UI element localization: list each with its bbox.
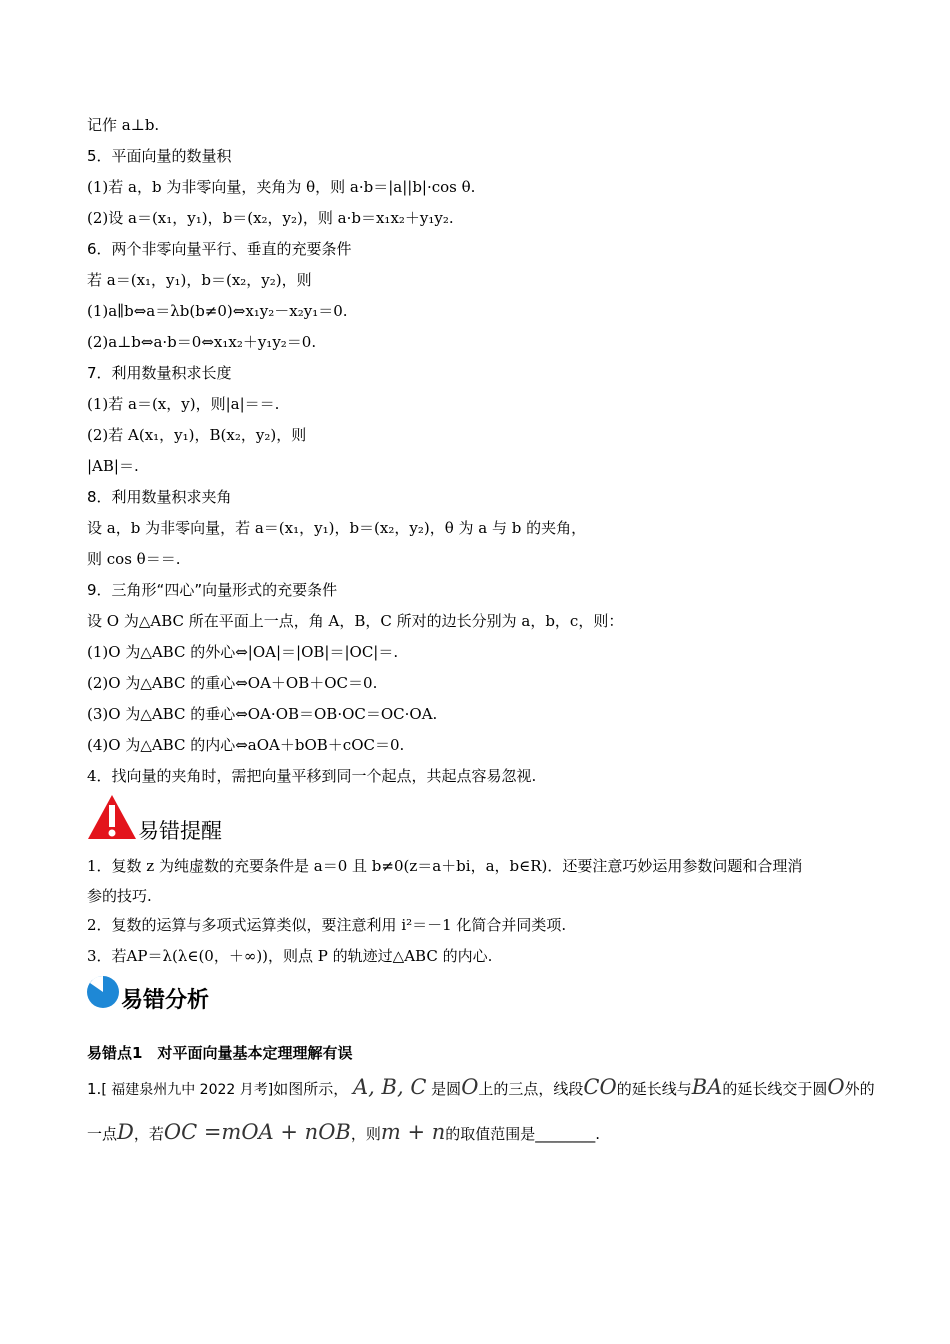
math-segment: CO (583, 1075, 617, 1099)
text-line: (2)O 为△ABC 的重心⇔OA＋OB＋OC＝0. (87, 674, 378, 692)
question-1 (87, 1066, 877, 1155)
text-line: (2)设 a＝(x₁，y₁)，b＝(x₂，y₂)，则 a·b＝x₁x₂＋y₁y₂. (87, 209, 454, 227)
warning-title: 易错提醒 (138, 819, 222, 843)
analysis-title: 易错分析 (121, 988, 210, 1013)
question-text: 上的三点，线段 (478, 1080, 584, 1098)
question-number: 1. (87, 1080, 102, 1098)
text-line: 1．复数 z 为纯虚数的充要条件是 a＝0 且 b≠0(z＝a＋bi，a，b∈R)．还要注意巧妙运用参数问题和合理消 (87, 857, 803, 875)
text-line: 则 cos θ＝＝. (87, 550, 181, 568)
math-sum: m + n (380, 1120, 446, 1144)
text-line: (1)若 a，b 为非零向量，夹角为 θ，则 a·b＝|a||b|·cos θ. (87, 178, 476, 196)
text-line: 设 O 为△ABC 所在平面上一点，角 A，B，C 所对的边长分别为 a，b，c，则： (87, 612, 624, 630)
text-line: (2)a⊥b⇔a·b＝0⇔x₁x₂＋y₁y₂＝0. (87, 333, 317, 351)
question-text: 外的一点 (87, 1080, 875, 1143)
text-line: (1)O 为△ABC 的外心⇔|OA|＝|OB|＝|OC|＝. (87, 643, 399, 661)
question-text: ，则 (350, 1125, 381, 1143)
text-line: 7．利用数量积求长度 (87, 364, 232, 382)
question-text: ，若 (133, 1125, 164, 1143)
text-line: 3．若AP＝λ(λ∈(0，＋∞))，则点 P 的轨迹过△ABC 的内心. (87, 947, 493, 965)
math-circle: O (827, 1075, 845, 1099)
text-line: 5．平面向量的数量积 (87, 147, 232, 165)
math-point: D (117, 1120, 134, 1144)
question-text: 的取值范围是________. (445, 1125, 601, 1143)
text-line: 8．利用数量积求夹角 (87, 488, 232, 506)
math-circle: O (461, 1075, 479, 1099)
question-text: 的延长线与 (616, 1080, 692, 1098)
pie-icon (86, 975, 120, 1009)
text-line: (4)O 为△ABC 的内心⇔aOA＋bOB＋cOC＝0. (87, 736, 405, 754)
text-line: (1)若 a＝(x，y)，则|a|＝＝. (87, 395, 280, 413)
warning-icon (86, 793, 138, 843)
text-line: 参的技巧. (87, 887, 152, 905)
text-line: |AB|＝. (87, 457, 139, 475)
text-line: 设 a，b 为非零向量，若 a＝(x₁，y₁)，b＝(x₂，y₂)，θ 为 a 与 b 的夹角， (87, 519, 587, 537)
text-line: 6．两个非零向量平行、垂直的充要条件 (87, 240, 352, 258)
math-segment: BA (691, 1075, 723, 1099)
text-line: 若 a＝(x₁，y₁)，b＝(x₂，y₂)，则 (87, 271, 312, 289)
math-equation: OC =mOA + nOB (163, 1120, 351, 1144)
question-text: 的延长线交于圆 (722, 1080, 828, 1098)
text-line: 2．复数的运算与多项式运算类似，要注意利用 i²＝－1 化简合并同类项. (87, 916, 567, 934)
math-points: A, B, C (353, 1075, 427, 1099)
question-text: 如图所示， (273, 1080, 349, 1098)
text-line: (2)若 A(x₁，y₁)，B(x₂，y₂)，则 (87, 426, 307, 444)
text-line: (1)a∥b⇔a＝λb(b≠0)⇔x₁y₂－x₂y₁＝0. (87, 302, 348, 320)
text-line: 4．找向量的夹角时，需把向量平移到同一个起点，共起点容易忽视. (87, 767, 537, 785)
error-point-title: 易错点1 对平面向量基本定理理解有误 (87, 1044, 353, 1062)
text-line: 记作 a⊥b. (87, 116, 160, 134)
question-text: 是圆 (431, 1080, 462, 1098)
analysis-badge (86, 975, 120, 1013)
text-line: (3)O 为△ABC 的垂心⇔OA·OB＝OB·OC＝OC·OA. (87, 705, 438, 723)
question-source: [ 福建泉州九中 2022 月考] (101, 1082, 274, 1098)
text-line: 9．三角形“四心”向量形式的充要条件 (87, 581, 338, 599)
